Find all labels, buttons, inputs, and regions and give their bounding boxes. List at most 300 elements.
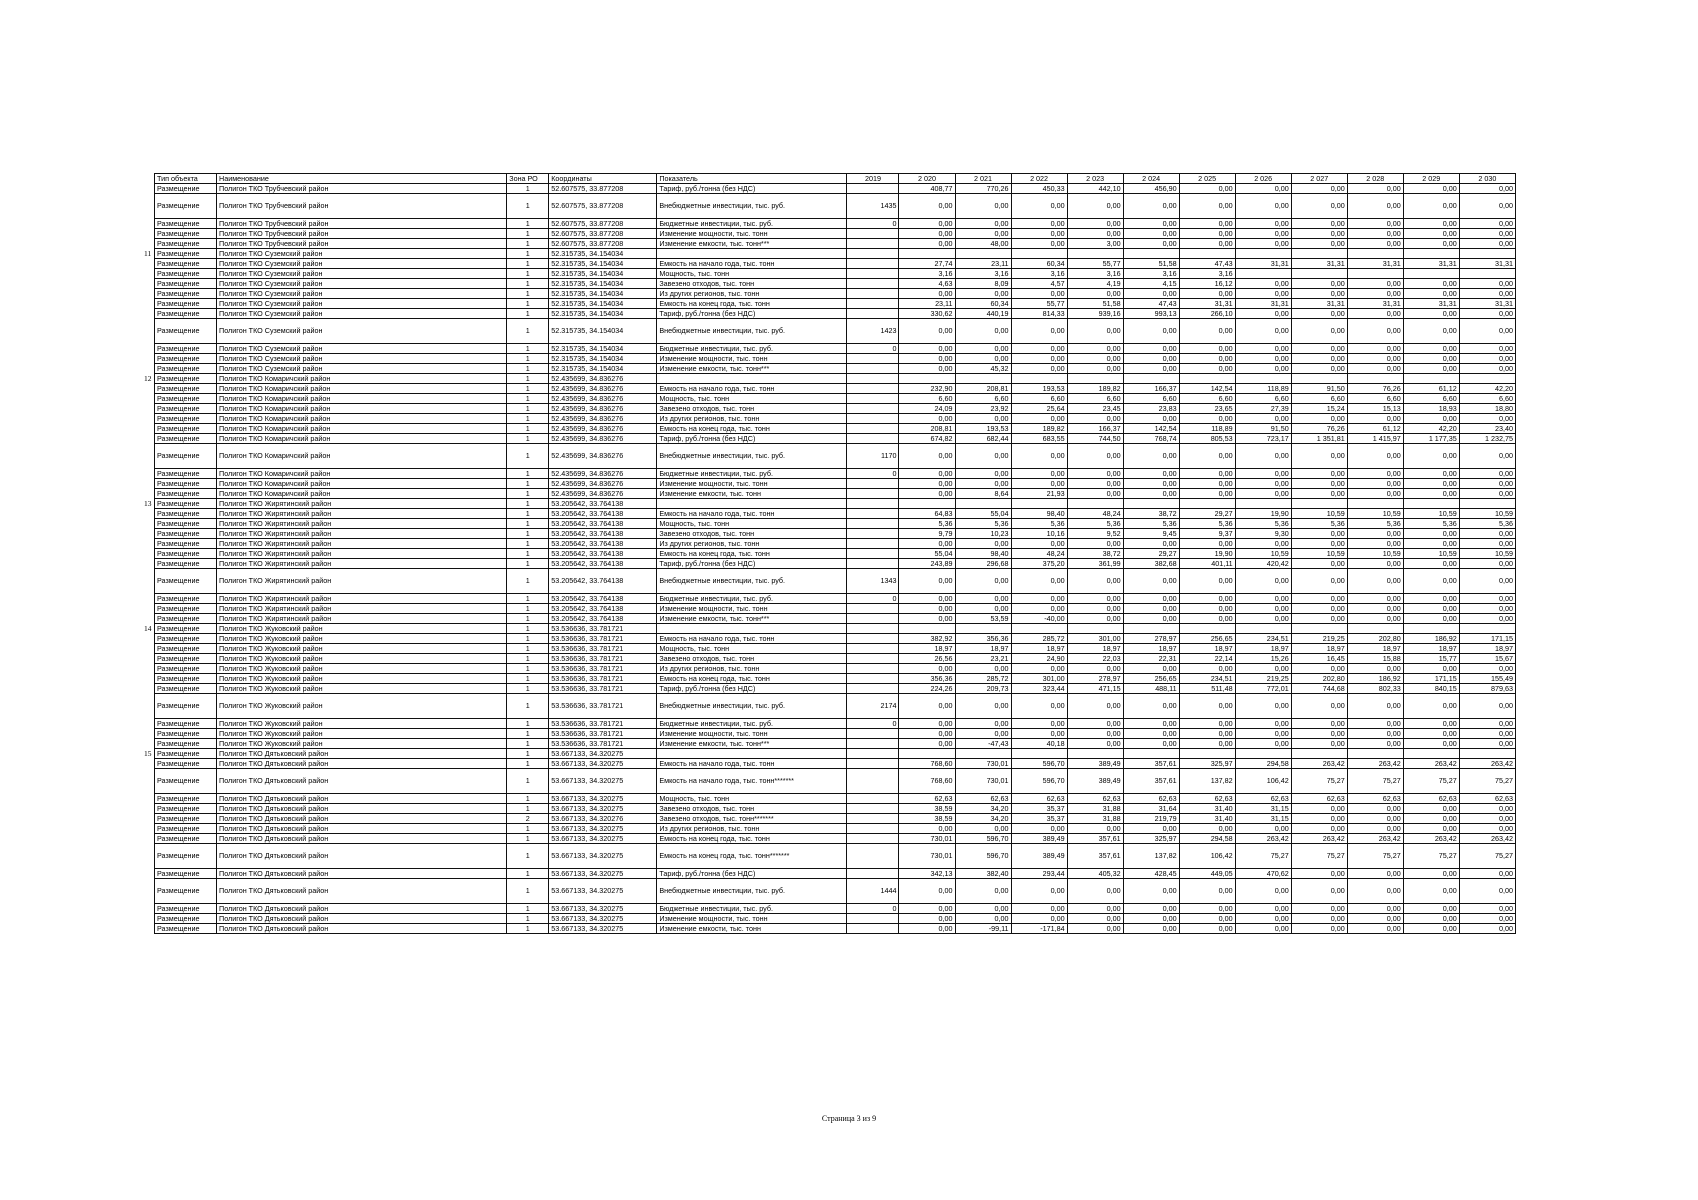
value-cell: 0,00 [1011,364,1067,374]
name-cell: Полигон ТКО Суземский район [217,299,507,309]
value-cell: 31,15 [1235,804,1291,814]
object-type-cell: Размещение [155,509,217,519]
value-cell: 0,00 [955,354,1011,364]
value-cell: 9,45 [1123,529,1179,539]
value-cell: 21,93 [1011,489,1067,499]
value-cell: 234,51 [1179,674,1235,684]
value-cell [1179,499,1235,509]
value-cell: 0,00 [1011,824,1067,834]
value-cell: 0,00 [1459,814,1515,824]
value-cell: 23,45 [1067,404,1123,414]
name-cell: Полигон ТКО Жирятинский район [217,614,507,624]
value-cell: 9,52 [1067,529,1123,539]
table-row [155,594,1516,604]
name-cell: Полигон ТКО Комаричский район [217,444,507,469]
value-cell: 0,00 [1011,664,1067,674]
indicator-cell: Емкость на конец года, тыс. тонн [657,674,847,684]
name-cell: Полигон ТКО Жирятинский район [217,604,507,614]
value-cell: 596,70 [955,844,1011,869]
value-cell: 5,36 [1011,519,1067,529]
name-cell: Полигон ТКО Комаричский район [217,404,507,414]
name-cell: Полигон ТКО Жуковский район [217,664,507,674]
table-row [155,904,1516,914]
value-cell: 137,82 [1179,769,1235,794]
value-cell: 0,00 [1123,594,1179,604]
name-cell: Полигон ТКО Жирятинский район [217,559,507,569]
value-cell: 768,60 [899,769,955,794]
value-cell: 23,11 [955,259,1011,269]
table-row [155,844,1516,869]
value-cell: 0,00 [1347,229,1403,239]
value-cell: 75,27 [1291,769,1347,794]
indicator-cell: Тариф, руб./тонна (без НДС) [657,434,847,444]
object-type-cell: Размещение [155,529,217,539]
name-cell: Полигон ТКО Комаричский район [217,469,507,479]
value-cell: 0,00 [1347,219,1403,229]
name-cell: Полигон ТКО Комаричский район [217,424,507,434]
value-cell: 23,92 [955,404,1011,414]
zone-cell: 1 [507,604,549,614]
coordinates-cell: 52.435699, 34.836276 [549,489,657,499]
value-cell: 0,00 [955,904,1011,914]
column-header: Координаты [549,174,657,184]
value-cell: 0,00 [1459,594,1515,604]
value-cell: 0,00 [1347,289,1403,299]
value-cell: 0,00 [1179,194,1235,219]
table-row [155,279,1516,289]
value-cell: 31,31 [1291,259,1347,269]
value-cell [899,749,955,759]
coordinates-cell: 53.205642, 33.764138 [549,539,657,549]
zone-cell: 1 [507,559,549,569]
value-cell: 0,00 [1179,229,1235,239]
value-cell: 0,00 [1459,194,1515,219]
value-cell: 0,00 [1291,469,1347,479]
value-cell: 0,00 [955,719,1011,729]
coordinates-cell: 52.607575, 33.877208 [549,219,657,229]
section-number: 12 [144,374,152,383]
value-cell: 0,00 [1459,319,1515,344]
value-cell: 0,00 [1347,184,1403,194]
object-type-cell: Размещение [155,364,217,374]
coordinates-cell: 53.536636, 33.781721 [549,684,657,694]
value-cell: 0,00 [1011,194,1067,219]
indicator-cell: Мощность, тыс. тонн [657,394,847,404]
column-header: 2 026 [1235,174,1291,184]
name-cell: Полигон ТКО Жуковский район [217,654,507,664]
table-row [155,424,1516,434]
value-cell: -99,11 [955,924,1011,934]
value-cell: 0,00 [1067,344,1123,354]
table-row [155,219,1516,229]
value-cell: 805,53 [1179,434,1235,444]
value-cell: 10,59 [1459,549,1515,559]
value-cell: 0,00 [1403,479,1459,489]
coordinates-cell: 53.205642, 33.764138 [549,614,657,624]
year-2019-cell [847,394,899,404]
value-cell: 0,00 [1067,444,1123,469]
coordinates-cell: 53.667133, 34.320275 [549,794,657,804]
value-cell [1403,269,1459,279]
value-cell: 356,36 [955,634,1011,644]
value-cell: 0,00 [1347,664,1403,674]
value-cell [1235,624,1291,634]
value-cell: 202,80 [1347,634,1403,644]
value-cell: 55,77 [1011,299,1067,309]
page-footer: Страница 3 из 9 [821,1114,877,1123]
value-cell: 22,03 [1067,654,1123,664]
name-cell: Полигон ТКО Дятьковский район [217,814,507,824]
name-cell: Полигон ТКО Жуковский район [217,739,507,749]
value-cell: 0,00 [1011,239,1067,249]
indicator-cell: Бюджетные инвестиции, тыс. руб. [657,719,847,729]
value-cell [1291,249,1347,259]
name-cell: Полигон ТКО Суземский район [217,259,507,269]
value-cell: 0,00 [1067,289,1123,299]
object-type-cell: Размещение [155,374,217,384]
value-cell: 0,00 [1347,319,1403,344]
table-row [155,249,1516,259]
name-cell: Полигон ТКО Комаричский район [217,374,507,384]
coordinates-cell: 52.435699, 34.836276 [549,479,657,489]
value-cell: 0,00 [899,539,955,549]
table-row [155,624,1516,634]
value-cell: 0,00 [1347,904,1403,914]
year-2019-cell [847,604,899,614]
column-header: 2 025 [1179,174,1235,184]
coordinates-cell: 53.536636, 33.781721 [549,674,657,684]
year-2019-cell [847,509,899,519]
value-cell: 15,13 [1347,404,1403,414]
zone-cell: 1 [507,594,549,604]
value-cell: 23,83 [1123,404,1179,414]
value-cell: 0,00 [955,479,1011,489]
column-header: 2 030 [1459,174,1515,184]
object-type-cell: Размещение [155,694,217,719]
year-2019-cell [847,289,899,299]
year-2019-cell: 0 [847,219,899,229]
value-cell: 0,00 [1403,594,1459,604]
value-cell: -47,43 [955,739,1011,749]
value-cell: 0,00 [1291,664,1347,674]
value-cell: 0,00 [1123,539,1179,549]
object-type-cell: Размещение [155,309,217,319]
value-cell [1459,269,1515,279]
indicator-cell: Бюджетные инвестиции, тыс. руб. [657,594,847,604]
value-cell: 0,00 [1235,824,1291,834]
zone-cell: 1 [507,739,549,749]
value-cell: 0,00 [1291,364,1347,374]
value-cell: 0,00 [955,729,1011,739]
object-type-cell: Размещение [155,319,217,344]
indicator-cell: Емкость на конец года, тыс. тонн******* [657,844,847,869]
object-type-cell: Размещение [155,269,217,279]
value-cell: 31,40 [1179,814,1235,824]
year-2019-cell [847,309,899,319]
value-cell: 361,99 [1067,559,1123,569]
coordinates-cell: 53.205642, 33.764138 [549,499,657,509]
name-cell: Полигон ТКО Суземский район [217,364,507,374]
zone-cell: 1 [507,194,549,219]
coordinates-cell: 53.667133, 34.320275 [549,914,657,924]
value-cell: 6,60 [1347,394,1403,404]
zone-cell: 1 [507,634,549,644]
name-cell: Полигон ТКО Дятьковский район [217,834,507,844]
value-cell: 0,00 [1067,914,1123,924]
object-type-cell: Размещение [155,229,217,239]
zone-cell: 1 [507,869,549,879]
coordinates-cell: 53.667133, 34.320275 [549,769,657,794]
indicator-cell [657,374,847,384]
zone-cell: 1 [507,879,549,904]
value-cell: 278,97 [1067,674,1123,684]
coordinates-cell: 53.667133, 34.320275 [549,759,657,769]
value-cell: 0,00 [899,914,955,924]
table-row [155,374,1516,384]
value-cell: 744,68 [1291,684,1347,694]
object-type-cell: Размещение [155,594,217,604]
year-2019-cell: 0 [847,904,899,914]
value-cell: -171,84 [1011,924,1067,934]
year-2019-cell [847,749,899,759]
indicator-cell: Мощность, тыс. тонн [657,794,847,804]
value-cell: 683,55 [1011,434,1067,444]
zone-cell: 1 [507,309,549,319]
value-cell: 263,42 [1403,834,1459,844]
object-type-cell: Размещение [155,794,217,804]
value-cell: 0,00 [1291,219,1347,229]
value-cell: 3,16 [1067,269,1123,279]
table-row [155,539,1516,549]
value-cell: 5,36 [1459,519,1515,529]
value-cell: 0,00 [1235,219,1291,229]
value-cell: 0,00 [1179,824,1235,834]
value-cell: 470,62 [1235,869,1291,879]
name-cell: Полигон ТКО Трубчевский район [217,219,507,229]
value-cell [1235,499,1291,509]
value-cell: 34,20 [955,804,1011,814]
value-cell: 450,33 [1011,184,1067,194]
value-cell: 1 415,97 [1347,434,1403,444]
value-cell: 0,00 [1011,219,1067,229]
value-cell: 26,56 [899,654,955,664]
value-cell: 18,97 [1291,644,1347,654]
value-cell: 0,00 [1403,694,1459,719]
value-cell: 879,63 [1459,684,1515,694]
table-row [155,289,1516,299]
indicator-cell: Из других регионов, тыс. тонн [657,289,847,299]
value-cell: 768,74 [1123,434,1179,444]
table-row [155,229,1516,239]
zone-cell: 1 [507,479,549,489]
value-cell: 0,00 [1403,559,1459,569]
coordinates-cell: 53.205642, 33.764138 [549,569,657,594]
value-cell: 420,42 [1235,559,1291,569]
object-type-cell: Размещение [155,424,217,434]
year-2019-cell [847,644,899,654]
value-cell: 0,00 [1291,354,1347,364]
value-cell: 75,27 [1347,844,1403,869]
value-cell: 0,00 [1235,479,1291,489]
coordinates-cell: 52.435699, 34.836276 [549,404,657,414]
value-cell: 10,59 [1347,549,1403,559]
coordinates-cell: 52.315735, 34.154034 [549,279,657,289]
value-cell: 55,77 [1067,259,1123,269]
value-cell: 0,00 [899,319,955,344]
value-cell: 106,42 [1235,769,1291,794]
column-header: 2 029 [1403,174,1459,184]
coordinates-cell: 52.435699, 34.836276 [549,394,657,404]
value-cell: 389,49 [1011,834,1067,844]
value-cell: 0,00 [1011,444,1067,469]
value-cell: 234,51 [1235,634,1291,644]
value-cell: 0,00 [1179,289,1235,299]
value-cell: 0,00 [1123,824,1179,834]
value-cell: 60,34 [1011,259,1067,269]
section-number: 11 [144,249,152,258]
indicator-cell: Из других регионов, тыс. тонн [657,664,847,674]
indicator-cell: Тариф, руб./тонна (без НДС) [657,559,847,569]
value-cell: 0,00 [1459,354,1515,364]
indicator-cell: Емкость на начало года, тыс. тонн******* [657,769,847,794]
value-cell: 0,00 [1347,869,1403,879]
value-cell: 0,00 [1179,444,1235,469]
table-row [155,674,1516,684]
value-cell: 18,97 [899,644,955,654]
year-2019-cell: 0 [847,719,899,729]
value-cell: 118,89 [1235,384,1291,394]
object-type-cell: Размещение [155,239,217,249]
object-type-cell: Размещение [155,249,217,259]
object-type-cell: Размещение [155,384,217,394]
value-cell [1011,749,1067,759]
value-cell: 0,00 [1235,904,1291,914]
object-type-cell: Размещение [155,769,217,794]
indicator-cell [657,249,847,259]
value-cell: 0,00 [1067,414,1123,424]
name-cell: Полигон ТКО Дятьковский район [217,914,507,924]
table-row [155,489,1516,499]
value-cell: 24,90 [1011,654,1067,664]
table-row [155,394,1516,404]
value-cell [1347,749,1403,759]
coordinates-cell: 53.536636, 33.781721 [549,654,657,664]
name-cell: Полигон ТКО Комаричский район [217,384,507,394]
zone-cell: 1 [507,904,549,914]
value-cell: 596,70 [955,834,1011,844]
value-cell: 166,37 [1067,424,1123,434]
value-cell: 263,42 [1347,834,1403,844]
zone-cell: 1 [507,424,549,434]
object-type-cell: Размещение [155,634,217,644]
value-cell: 0,00 [1235,319,1291,344]
value-cell: 0,00 [1179,879,1235,904]
year-2019-cell [847,229,899,239]
table-row [155,879,1516,904]
value-cell: 62,63 [955,794,1011,804]
value-cell: 0,00 [1291,594,1347,604]
value-cell: 356,36 [899,674,955,684]
column-header: 2019 [847,174,899,184]
value-cell: 0,00 [1403,229,1459,239]
year-2019-cell [847,634,899,644]
zone-cell: 1 [507,614,549,624]
value-cell [1179,374,1235,384]
coordinates-cell: 52.435699, 34.836276 [549,374,657,384]
value-cell: 0,00 [1179,719,1235,729]
name-cell: Полигон ТКО Комаричский район [217,414,507,424]
table-row [155,694,1516,719]
indicator-cell: Изменение мощности, тыс. тонн [657,914,847,924]
year-2019-cell: 0 [847,344,899,354]
indicator-cell [657,749,847,759]
indicator-cell: Емкость на конец года, тыс. тонн [657,424,847,434]
value-cell: 0,00 [1011,719,1067,729]
name-cell: Полигон ТКО Жуковский район [217,729,507,739]
object-type-cell: Размещение [155,664,217,674]
value-cell: 118,89 [1179,424,1235,434]
value-cell: 0,00 [1067,694,1123,719]
table-row [155,509,1516,519]
value-cell: 0,00 [1403,414,1459,424]
value-cell: 0,00 [1403,219,1459,229]
name-cell: Полигон ТКО Дятьковский район [217,844,507,869]
zone-cell: 1 [507,719,549,729]
coordinates-cell: 52.435699, 34.836276 [549,414,657,424]
object-type-cell: Размещение [155,219,217,229]
zone-cell: 1 [507,834,549,844]
name-cell: Полигон ТКО Жуковский район [217,624,507,634]
value-cell: 0,00 [1235,729,1291,739]
value-cell: 0,00 [1123,414,1179,424]
value-cell: 202,80 [1291,674,1347,684]
value-cell: 0,00 [1403,804,1459,814]
value-cell: 0,00 [1235,914,1291,924]
name-cell: Полигон ТКО Дятьковский район [217,924,507,934]
name-cell: Полигон ТКО Жирятинский район [217,569,507,594]
value-cell: 0,00 [1403,869,1459,879]
value-cell: 296,68 [955,559,1011,569]
value-cell [1179,749,1235,759]
value-cell: 0,00 [1179,594,1235,604]
coordinates-cell: 53.536636, 33.781721 [549,634,657,644]
value-cell: 40,18 [1011,739,1067,749]
value-cell: 0,00 [1179,354,1235,364]
value-cell: 0,00 [899,739,955,749]
value-cell: 256,65 [1179,634,1235,644]
zone-cell: 1 [507,384,549,394]
name-cell: Полигон ТКО Суземский район [217,319,507,344]
value-cell: 0,00 [1011,594,1067,604]
value-cell: 31,31 [1347,299,1403,309]
coordinates-cell: 53.205642, 33.764138 [549,519,657,529]
value-cell [1459,624,1515,634]
value-cell: 0,00 [899,489,955,499]
value-cell: 0,00 [1403,914,1459,924]
value-cell: 1 177,35 [1403,434,1459,444]
indicator-cell: Изменение емкости, тыс. тонн*** [657,614,847,624]
zone-cell: 1 [507,509,549,519]
object-type-cell: Размещение [155,914,217,924]
value-cell: 0,00 [899,289,955,299]
value-cell: 389,49 [1067,769,1123,794]
value-cell: 0,00 [1235,719,1291,729]
coordinates-cell: 52.435699, 34.836276 [549,424,657,434]
value-cell: 5,36 [955,519,1011,529]
indicator-cell: Тариф, руб./тонна (без НДС) [657,869,847,879]
value-cell [1067,249,1123,259]
value-cell: 98,40 [1011,509,1067,519]
